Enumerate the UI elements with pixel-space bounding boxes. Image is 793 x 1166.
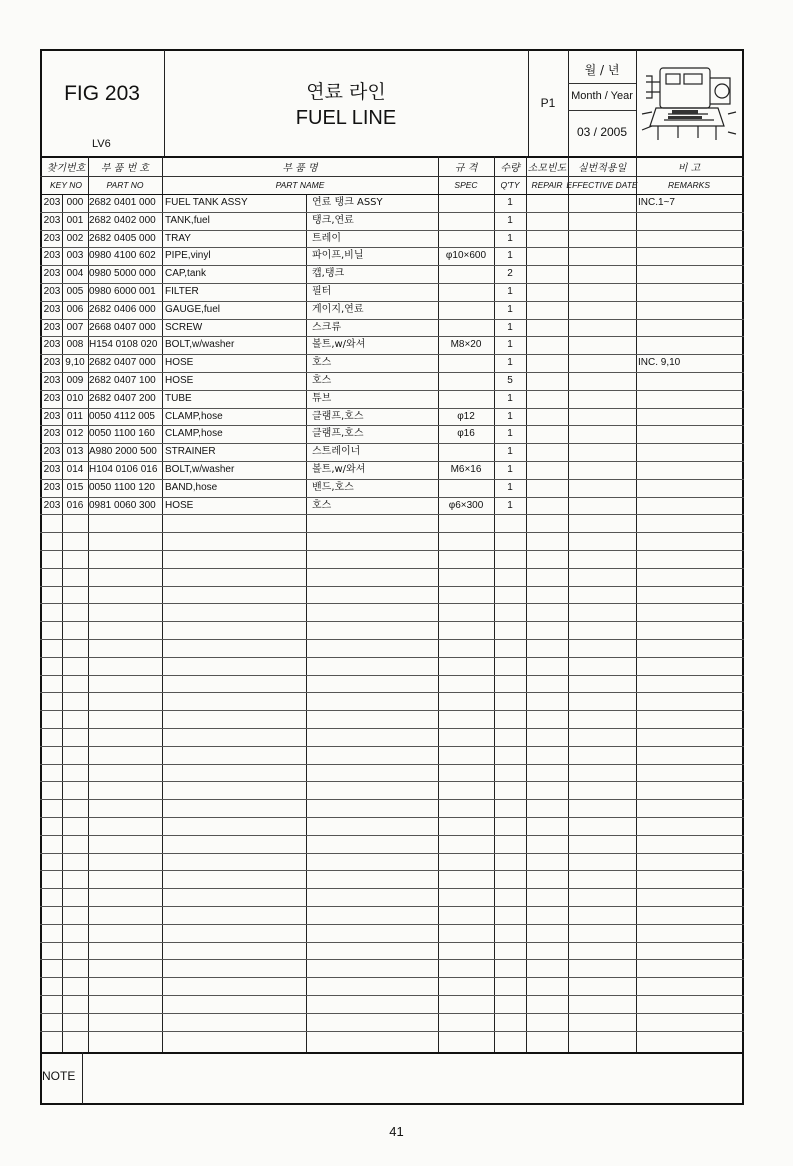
cell-remarks: INC. 9,10 [638,357,681,368]
cell-k2: 012 [66,428,84,439]
cell-name-ko: 클램프,호스 [312,428,364,439]
table-row-line [40,746,744,747]
table-row-line [40,212,744,213]
cell-name-ko: 탱크,연료 [312,215,354,226]
table-row-line [40,764,744,765]
cell-name-ko: 밴드,호스 [312,482,354,493]
col-header-repair-ko: 소모빈도 [527,163,567,174]
cell-k1: 203 [43,428,61,439]
table-row-line [40,621,744,622]
table-row-line [40,1031,744,1032]
title-english: FUEL LINE [295,107,397,129]
col-header-effective-date: EFFECTIVE DATE [566,180,638,190]
table-row-line [40,443,744,444]
cell-name-ko: 트레이 [312,233,341,244]
cell-name-en: HOSE [165,375,194,386]
table-row-line [40,870,744,871]
col-header-key-no: KEY NO [50,180,82,190]
cell-name-ko: 튜브 [312,393,332,404]
cell-qty: 1 [507,500,513,511]
cell-k2: 011 [67,411,83,422]
cell-qty: 1 [507,357,513,368]
cell-name-en: BOLT,w/washer [165,464,235,475]
cell-k1: 203 [43,500,61,511]
table-row-line [40,479,744,480]
cell-k1: 203 [43,233,61,244]
cell-name-en: TRAY [165,233,191,244]
cell-name-en: CAP,tank [165,268,206,279]
cell-k2: 008 [66,339,84,350]
cell-qty: 2 [507,268,513,279]
cell-qty: 1 [507,482,513,493]
cell-name-en: STRAINER [165,446,216,457]
cell-part-no: 2682 0407 200 [89,393,156,404]
cell-k1: 203 [43,215,61,226]
cell-k2: 009 [66,375,84,386]
cell-k1: 203 [43,375,61,386]
col-header-remarks-ko: 비 고 [677,163,701,174]
cell-name-en: HOSE [165,500,194,511]
cell-name-ko: 스크류 [312,322,341,333]
cell-name-ko: 클램프,호스 [312,411,364,422]
note-sep [82,1052,83,1104]
cell-k1: 203 [43,357,61,368]
cell-k1: 203 [43,464,61,475]
cell-k2: 004 [66,268,84,279]
col-header-effective-date-ko: 실번적용일 [577,163,627,174]
table-row-line [40,924,744,925]
cell-part-no: 0050 1100 120 [89,482,155,493]
cell-k1: 203 [43,197,61,208]
table-row-line [40,942,744,943]
cell-part-no: 0980 4100 602 [89,250,156,261]
cell-k2: 013 [66,446,84,457]
table-row-line [40,799,744,800]
cell-part-no: 2682 0407 000 [89,357,156,368]
cell-qty: 1 [507,446,513,457]
cell-k2: 000 [66,197,84,208]
table-row-line [40,603,744,604]
cell-part-no: 0980 5000 000 [89,268,156,279]
engine-illustration-icon [638,54,740,152]
cell-name-en: SCREW [165,322,203,333]
col-header-qty-ko: 수량 [500,163,520,174]
cell-name-en: BOLT,w/washer [165,339,235,350]
month-year-label-ko: 월 / 년 [584,63,620,77]
table-column-line [162,156,163,1052]
table-row-line [40,692,744,693]
table-row-line [40,853,744,854]
cell-part-no: 0050 1100 160 [89,428,155,439]
cell-k2: 010 [66,393,84,404]
cell-k1: 203 [43,339,61,350]
table-column-line [526,156,527,1052]
table-row-line [40,888,744,889]
cell-k1: 203 [43,411,61,422]
page-number: 41 [389,1124,404,1139]
table-row-line [40,319,744,320]
cell-spec: φ6×300 [448,500,484,511]
table-row-line [40,497,744,498]
cell-k1: 203 [43,268,61,279]
cell-qty: 1 [507,411,513,422]
cell-qty: 1 [507,428,513,439]
cell-name-ko: 필터 [312,286,332,297]
cell-name-en: FILTER [165,286,199,297]
cell-name-en: BAND,hose [165,482,218,493]
table-column-line [636,156,637,1052]
cell-remarks: INC.1~7 [638,197,675,208]
cell-name-en: GAUGE,fuel [165,304,221,315]
table-row-line [40,247,744,248]
table-row-line [40,336,744,337]
cell-name-en: TUBE [165,393,192,404]
cell-name-en: PIPE,vinyl [165,250,211,261]
table-row-line [40,461,744,462]
cell-name-en: CLAMP,hose [165,411,223,422]
col-header-part-name: PART NAME [275,180,325,190]
cell-qty: 1 [507,250,513,261]
cell-qty: 1 [507,304,513,315]
table-row-line [40,230,744,231]
table-row-line [40,550,744,551]
cell-name-ko: 연료 탱크 ASSY [312,197,383,208]
cell-spec: M6×16 [450,464,482,475]
table-row-line [40,425,744,426]
table-row-line [40,710,744,711]
cell-qty: 1 [507,286,513,297]
table-row-line [40,728,744,729]
cell-k2: 006 [66,304,84,315]
cell-k2: 9,10 [65,357,85,368]
table-row-line [40,514,744,515]
col-header-part-no-ko: 부 품 번 호 [100,163,150,174]
table-top-line [40,194,744,195]
table-column-line [438,156,439,1052]
col-header-part-name-ko: 부 품 명 [282,163,318,174]
table-row-line [40,817,744,818]
table-row-line [40,372,744,373]
table-row-line [40,835,744,836]
cell-part-no: 2668 0407 000 [89,322,156,333]
table-row-line [40,265,744,266]
cell-k2: 014 [66,464,84,475]
cell-name-en: TANK,fuel [165,215,210,226]
cell-qty: 1 [507,322,513,333]
cell-name-ko: 게이지,연료 [312,304,364,315]
table-row-line [40,354,744,355]
table-column-line [568,156,569,1052]
table-row-line [40,301,744,302]
cell-spec: φ12 [457,411,475,422]
cell-name-ko: 호스 [312,357,332,368]
cell-qty: 1 [507,215,513,226]
header-divider [40,156,744,158]
cell-part-no: 2682 0401 000 [89,197,156,208]
cell-part-no: 0050 4112 005 [89,411,155,422]
cell-part-no: 0980 6000 001 [89,286,156,297]
cell-k1: 203 [43,482,61,493]
table-row-line [40,568,744,569]
col-header-repair: REPAIR [531,180,563,190]
month-year-label-en: Month / Year [571,90,633,102]
cell-k2: 001 [66,215,84,226]
cell-k2: 007 [66,322,84,333]
cell-name-ko: 볼트,w/와셔 [312,339,366,350]
cell-part-no: H104 0106 016 [89,464,158,475]
table-row-line [40,532,744,533]
header-hsep-1 [568,83,636,84]
cell-name-en: HOSE [165,357,194,368]
cell-k2: 015 [66,482,84,493]
col-header-key-no-ko: 찾기번호 [46,163,86,174]
cell-part-no: H154 0108 020 [89,339,158,350]
cell-part-no: A980 2000 500 [89,446,157,457]
cell-k1: 203 [43,250,61,261]
cell-name-ko: 볼트,w/와셔 [312,464,366,475]
table-row-line [40,283,744,284]
issue-date: 03 / 2005 [576,125,628,139]
cell-qty: 5 [507,375,513,386]
table-row-line [40,959,744,960]
cell-k1: 203 [43,286,61,297]
table-row-line [40,586,744,587]
table-row-line [40,675,744,676]
cell-qty: 1 [507,197,513,208]
note-label: NOTE [42,1069,76,1083]
figure-number: FIG 203 [64,82,140,105]
cell-spec: φ10×600 [445,250,487,261]
page-code: P1 [540,96,556,110]
header-hsep-2 [568,110,636,111]
table-row-line [40,781,744,782]
cell-spec: φ16 [457,428,475,439]
table-row-line [40,408,744,409]
cell-k1: 203 [43,304,61,315]
cell-name-ko: 파이프,비닐 [312,250,364,261]
header-sep-4 [636,50,637,156]
col-header-remarks: REMARKS [667,180,711,190]
cell-part-no: 2682 0405 000 [89,233,156,244]
cell-part-no: 2682 0402 000 [89,215,156,226]
cell-name-ko: 스트레이너 [312,446,361,457]
table-row-line [40,390,744,391]
cell-part-no: 2682 0406 000 [89,304,156,315]
cell-k1: 203 [43,446,61,457]
cell-name-ko: 호스 [312,500,332,511]
cell-k2: 016 [66,500,84,511]
cell-part-no: 2682 0407 100 [89,375,156,386]
cell-name-en: FUEL TANK ASSY [165,197,248,208]
cell-k1: 203 [43,393,61,404]
cell-part-no: 0981 0060 300 [89,500,156,511]
col-header-qty: Q'TY [500,180,520,190]
table-row-line [40,639,744,640]
note-divider [40,1052,744,1054]
cell-name-ko: 캡,탱크 [312,268,345,279]
table-row-line [40,906,744,907]
table-row-line [40,995,744,996]
model-code: LV6 [92,138,111,150]
cell-qty: 1 [507,339,513,350]
header-row-divider [40,176,744,177]
cell-qty: 1 [507,233,513,244]
col-header-spec-ko: 규 격 [454,163,478,174]
col-header-spec: SPEC [454,180,478,190]
cell-k2: 005 [66,286,84,297]
cell-k2: 003 [66,250,84,261]
cell-k1: 203 [43,322,61,333]
cell-k2: 002 [66,233,84,244]
cell-name-ko: 호스 [312,375,332,386]
col-header-part-no: PART NO [106,180,144,190]
table-row-line [40,657,744,658]
cell-name-en: CLAMP,hose [165,428,223,439]
cell-qty: 1 [507,393,513,404]
title-korean: 연료 라인 [306,81,386,103]
table-row-line [40,1013,744,1014]
table-row-line [40,977,744,978]
cell-spec: M8×20 [450,339,482,350]
cell-qty: 1 [507,464,513,475]
